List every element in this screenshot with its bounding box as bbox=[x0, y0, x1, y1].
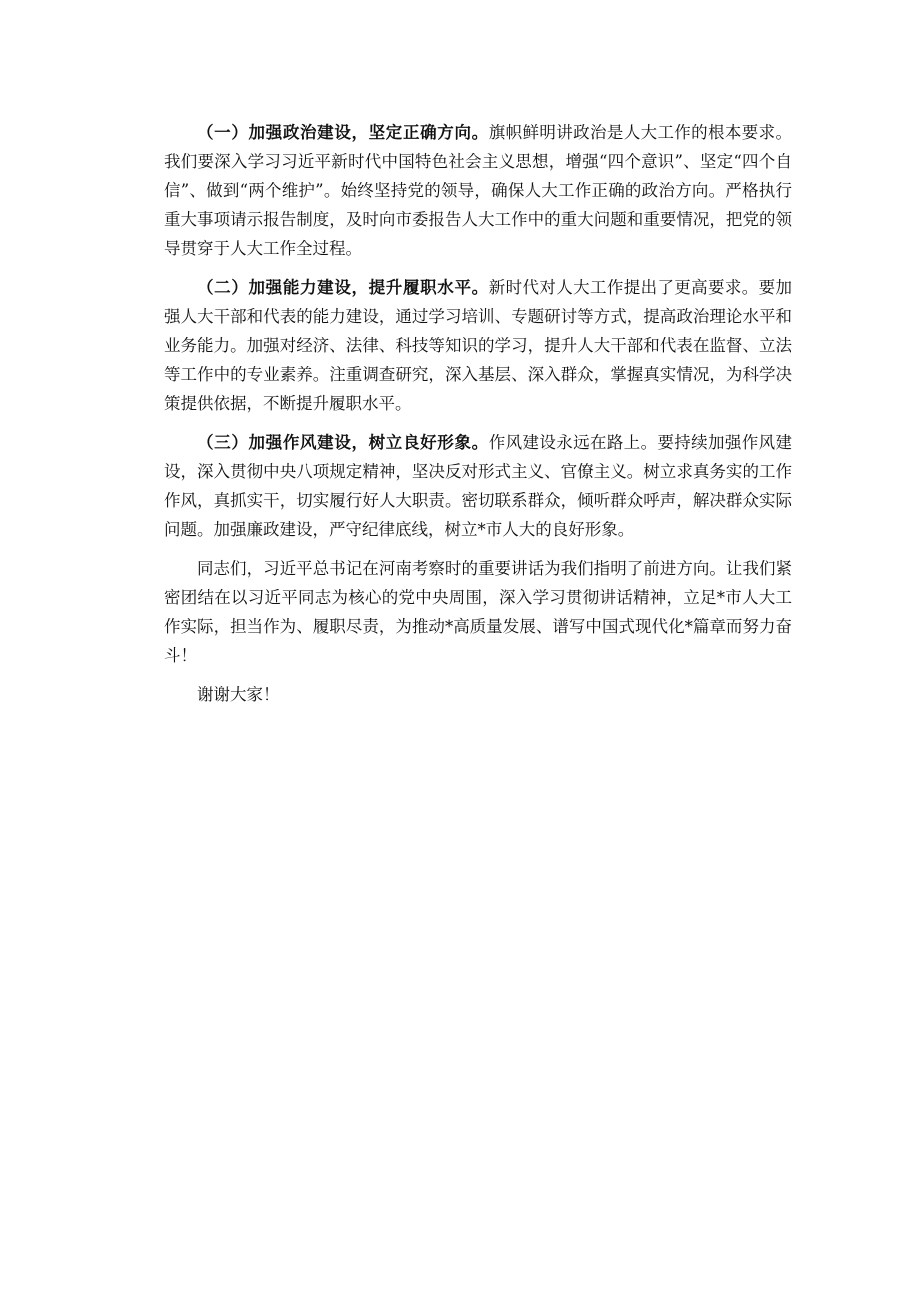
section-text-3: 作风建设永远在路上。要持续加强作风建设，深入贯彻中央八项规定精神，坚决反对形式主义、官僚主义。树立求真务实的工作作风，真抓实干，切实履行好人大职责。密切联系群众，倾听群众呼声，解决群众实际问题。加强廉政建设，严守纪律底线，树立*市人大的良好形象。 bbox=[164, 433, 792, 539]
section-paragraph-2 bbox=[164, 273, 792, 418]
section-heading-1: （一）加强政治建设，坚定正确方向。 bbox=[197, 123, 489, 142]
section-heading-3: （三）加强作风建设，树立良好形象。 bbox=[197, 433, 489, 452]
section-heading-2: （二）加强能力建设，提升履职水平。 bbox=[197, 278, 489, 297]
section-paragraph-1 bbox=[164, 118, 792, 263]
closing-paragraph: 同志们，习近平总书记在河南考察时的重要讲话为我们指明了前进方向。让我们紧密团结在以习近平同志为核心的党中央周围，深入学习贯彻讲话精神，立足*市人大工作实际，担当作为、履职尽责，为推动*高质量发展、谱写中国式现代化*篇章而努力奋斗！ bbox=[164, 559, 792, 665]
section-paragraph-3 bbox=[164, 428, 792, 544]
thanks-paragraph: 谢谢大家！ bbox=[197, 685, 280, 704]
section-text-2: 新时代对人大工作提出了更高要求。要加强人大干部和代表的能力建设，通过学习培训、专题研讨等方式，提高政治理论水平和业务能力。加强对经济、法律、科技等知识的学习，提升人大干部和代表在监督、立法等工作中的专业素养。注重调查研究，深入基层、深入群众，掌握真实情况，为科学决策提供依据，不断提升履职水平。 bbox=[164, 278, 792, 413]
document-body bbox=[164, 118, 792, 719]
section-text-1: 旗帜鲜明讲政治是人大工作的根本要求。我们要深入学习习近平新时代中国特色社会主义思想，增强“四个意识”、坚定“四个自信”、做到“两个维护”。始终坚持党的领导，确保人大工作正确的政治方向。严格执行重大事项请示报告制度，及时向市委报告人大工作中的重大问题和重要情况，把党的领导贯穿于人大工作全过程。 bbox=[164, 123, 792, 258]
